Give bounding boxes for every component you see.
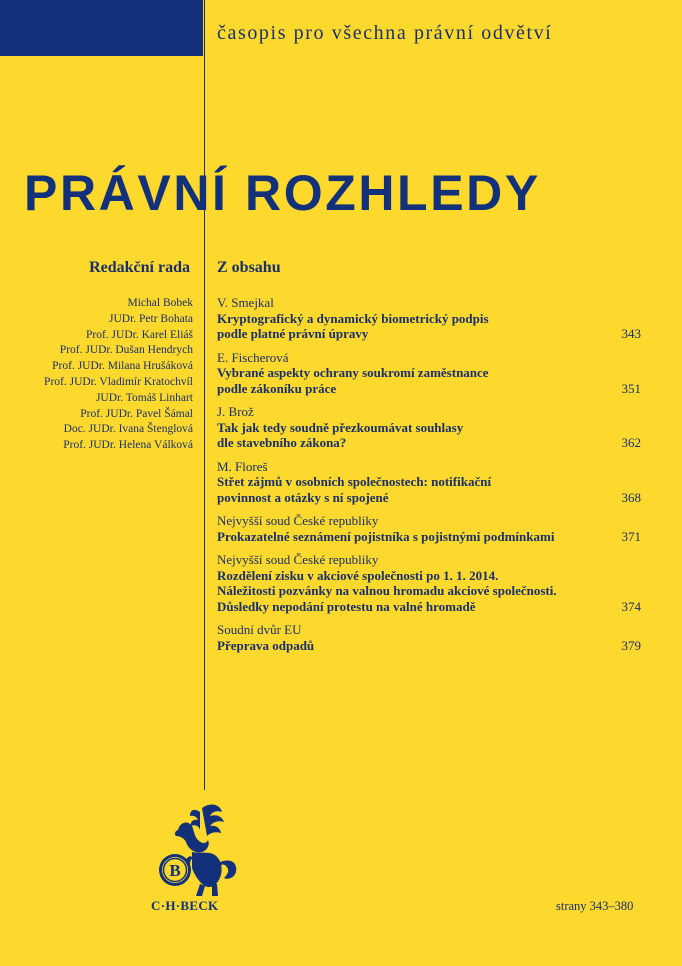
journal-title: PRÁVNÍ ROZHLEDY bbox=[24, 165, 541, 221]
cover-blue-block bbox=[0, 0, 203, 56]
toc-title-line: Kryptografický a dynamický biometrický podpis bbox=[217, 310, 489, 326]
toc-item[interactable] bbox=[217, 513, 641, 544]
toc-title bbox=[217, 365, 641, 396]
pages-range: strany 343–380 bbox=[556, 899, 634, 913]
editorial-board-heading: Redakční rada bbox=[89, 259, 190, 276]
logo-letter: B bbox=[169, 861, 181, 880]
toc-author: E. Fischerová bbox=[217, 349, 289, 365]
toc-page-number: 379 bbox=[621, 637, 641, 653]
toc-title-line: Důsledky nepodání protestu na valné hromadě bbox=[217, 598, 476, 614]
toc-item[interactable] bbox=[217, 459, 641, 506]
toc-item[interactable] bbox=[217, 552, 641, 614]
toc-title-line: Střet zájmů v osobních společnostech: notifikační bbox=[217, 474, 492, 489]
toc-author: Nejvyšší soud České republiky bbox=[217, 552, 379, 567]
toc-title-line: Prokazatelné seznámení pojistníka s pojistnými podmínkami bbox=[217, 528, 555, 544]
toc-title bbox=[217, 568, 641, 615]
board-member: Prof. JUDr. Karel Eliáš bbox=[86, 328, 193, 341]
toc-item[interactable] bbox=[217, 622, 641, 653]
toc-item[interactable] bbox=[217, 404, 641, 451]
board-member: Michal Bobek bbox=[127, 297, 193, 309]
board-member: Prof. JUDr. Milana Hrušáková bbox=[52, 360, 193, 373]
table-of-contents bbox=[217, 295, 641, 661]
publisher-name: C·H·BECK bbox=[151, 898, 219, 913]
toc-item[interactable] bbox=[217, 350, 641, 397]
board-member: Prof. JUDr. Helena Válková bbox=[63, 439, 193, 452]
toc-author: J. Brož bbox=[217, 404, 254, 419]
toc-title bbox=[217, 529, 641, 545]
toc-title-line: Rozdělení zisku v akciové společnosti po 1. 1. 2014. bbox=[217, 567, 499, 583]
contents-heading: Z obsahu bbox=[217, 259, 281, 276]
toc-title bbox=[217, 474, 641, 505]
board-member: JUDr. Tomáš Linhart bbox=[95, 391, 193, 404]
journal-tagline: časopis pro všechna právní odvětví bbox=[217, 22, 553, 44]
toc-page-number: 368 bbox=[621, 489, 641, 505]
toc-page-number: 374 bbox=[621, 598, 641, 614]
toc-title bbox=[217, 638, 641, 654]
toc-title-line: podle platné právní úpravy bbox=[217, 326, 369, 341]
toc-title-line: povinnost a otázky s ní spojené bbox=[217, 489, 389, 505]
vertical-divider bbox=[204, 0, 205, 790]
board-member: Prof. JUDr. Vladimír Kratochvíl bbox=[44, 375, 193, 388]
toc-title-line: dle stavebního zákona? bbox=[217, 435, 347, 450]
toc-item[interactable] bbox=[217, 295, 641, 342]
toc-title-line: Přeprava odpadů bbox=[217, 637, 315, 653]
editorial-board-list bbox=[0, 296, 193, 454]
toc-title bbox=[217, 311, 641, 342]
toc-title-line: Tak jak tedy soudně přezkoumávat souhlasy bbox=[217, 419, 464, 435]
board-member: Doc. JUDr. Ivana Štenglová bbox=[63, 423, 193, 436]
board-member: JUDr. Petr Bohata bbox=[108, 312, 193, 325]
toc-title-line: Vybrané aspekty ochrany soukromí zaměstnance bbox=[217, 365, 489, 380]
toc-author: V. Smejkal bbox=[217, 295, 274, 310]
board-member: Prof. JUDr. Pavel Šámal bbox=[80, 407, 193, 420]
toc-page-number: 343 bbox=[621, 326, 641, 341]
toc-title bbox=[217, 420, 641, 451]
toc-title-line: podle zákoníku práce bbox=[217, 380, 337, 396]
toc-author: M. Floreš bbox=[217, 458, 268, 474]
toc-page-number: 362 bbox=[621, 435, 641, 450]
toc-page-number: 351 bbox=[621, 380, 641, 396]
toc-page-number: 371 bbox=[621, 528, 641, 544]
toc-author: Soudní dvůr EU bbox=[217, 622, 302, 637]
toc-title-line: Náležitosti pozvánky na valnou hromadu akciové společnosti. bbox=[217, 583, 557, 598]
board-member: Prof. JUDr. Dušan Hendrych bbox=[59, 344, 193, 357]
toc-author: Nejvyšší soud České republiky bbox=[217, 513, 379, 528]
